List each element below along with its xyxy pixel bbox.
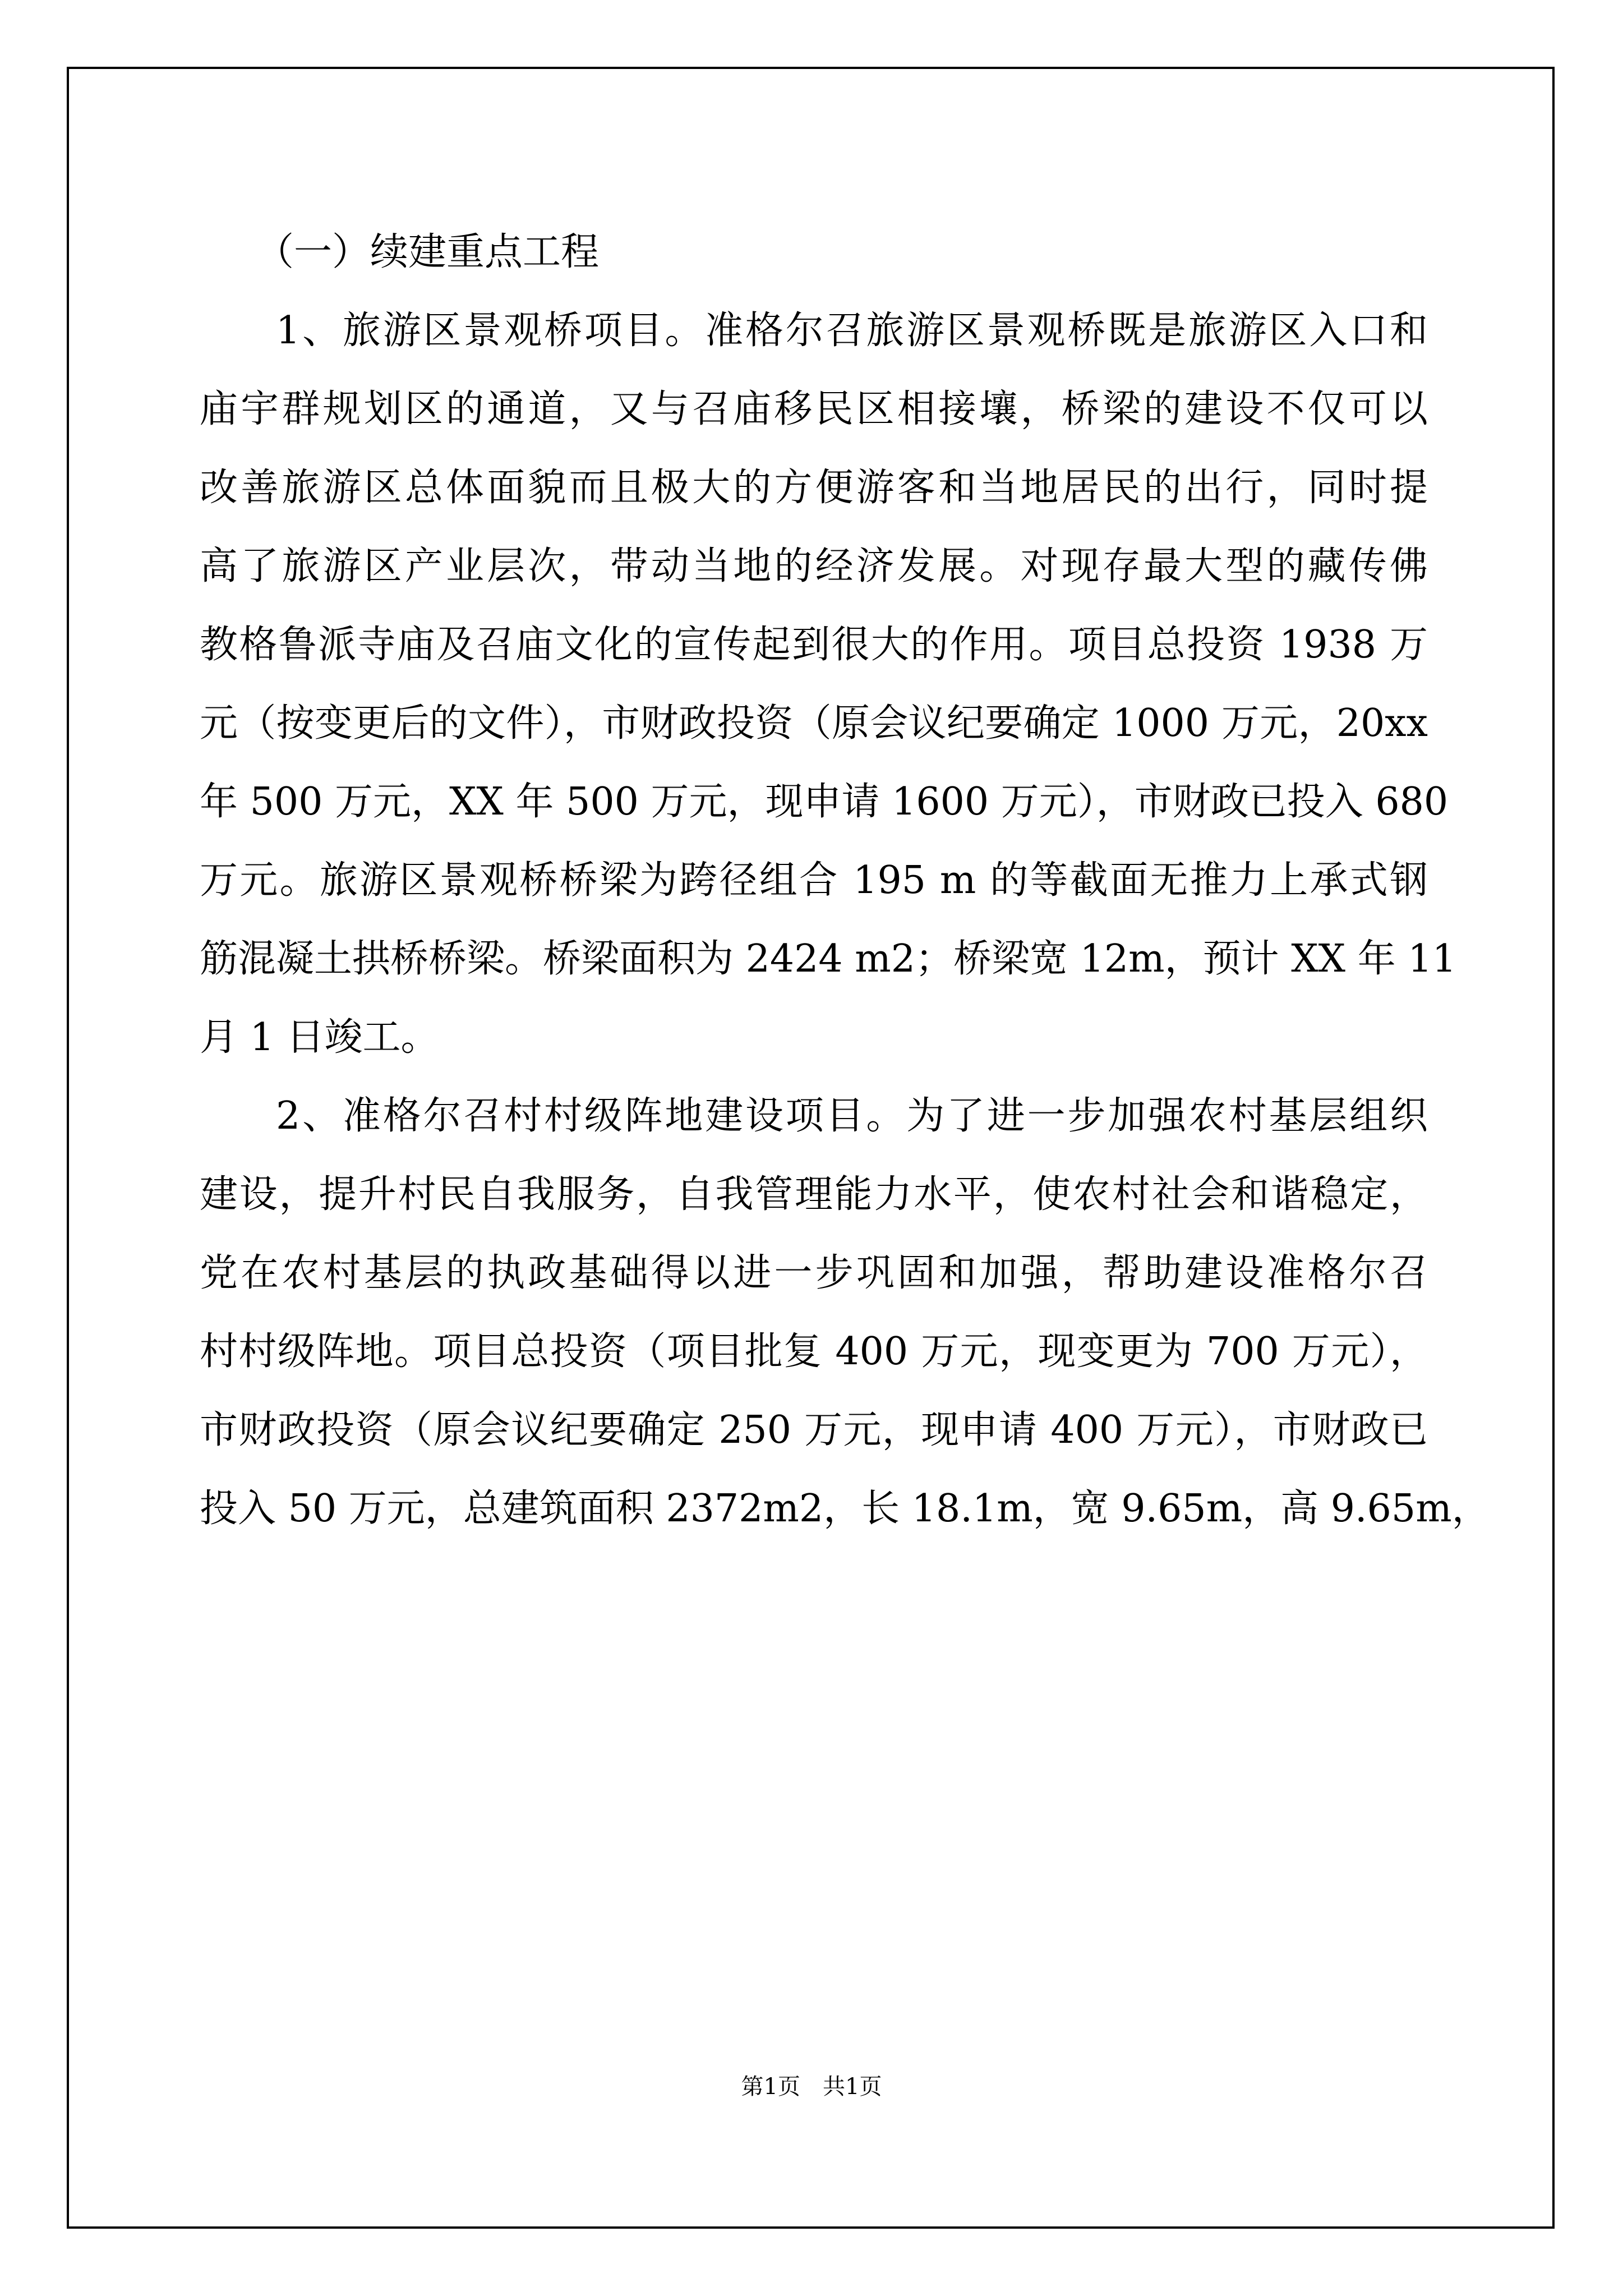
text-line: 年 500 万元，XX 年 500 万元，现申请 1600 万元），市财政已投入 680 — [200, 780, 1449, 824]
text-line: 村村级阵地。项目总投资（项目批复 400 万元，现变更为 700 万元）， — [200, 1329, 1428, 1374]
text-line: 建设，提升村民自我服务，自我管理能力水平，使农村社会和谐稳定， — [200, 1172, 1428, 1217]
text-line: 党在农村基层的执政基础得以进一步巩固和加强，帮助建设准格尔召 — [200, 1251, 1428, 1295]
text-line: 2、准格尔召村村级阵地建设项目。为了进一步加强农村基层组织 — [276, 1094, 1428, 1138]
paragraph-village-site — [200, 1077, 1490, 1548]
text-line: 万元。旅游区景观桥桥梁为跨径组合 195 m 的等截面无推力上承式钢 — [200, 858, 1428, 903]
section-heading: （一）续建重点工程 — [256, 230, 600, 274]
text-line: 月 1 日竣工。 — [200, 1015, 439, 1060]
paragraph-scenic-bridge — [200, 292, 1456, 1077]
page-number: 第1页 共1页 — [741, 2074, 882, 2100]
document-body — [200, 213, 1490, 1548]
text-line: 元（按变更后的文件），市财政投资（原会议纪要确定 1000 万元，20xx — [200, 701, 1428, 746]
text-line: 1、旅游区景观桥项目。准格尔召旅游区景观桥既是旅游区入口和 — [276, 309, 1428, 353]
text-line: 投入 50 万元，总建筑面积 2372m2，长 18.1m，宽 9.65m，高 9.65m， — [200, 1487, 1490, 1531]
text-line: 改善旅游区总体面貌而且极大的方便游客和当地居民的出行，同时提 — [200, 466, 1428, 510]
text-line: 筋混凝土拱桥桥梁。桥梁面积为 2424 m2；桥梁宽 12m，预计 XX 年 11 — [200, 937, 1456, 981]
text-line: 教格鲁派寺庙及召庙文化的宣传起到很大的作用。项目总投资 1938 万 — [200, 623, 1428, 667]
text-line: 庙宇群规划区的通道，又与召庙移民区相接壤，桥梁的建设不仅可以 — [200, 387, 1428, 431]
text-line: 市财政投资（原会议纪要确定 250 万元，现申请 400 万元），市财政已 — [200, 1408, 1428, 1452]
text-line: 高了旅游区产业层次，带动当地的经济发展。对现存最大型的藏传佛 — [200, 544, 1428, 588]
